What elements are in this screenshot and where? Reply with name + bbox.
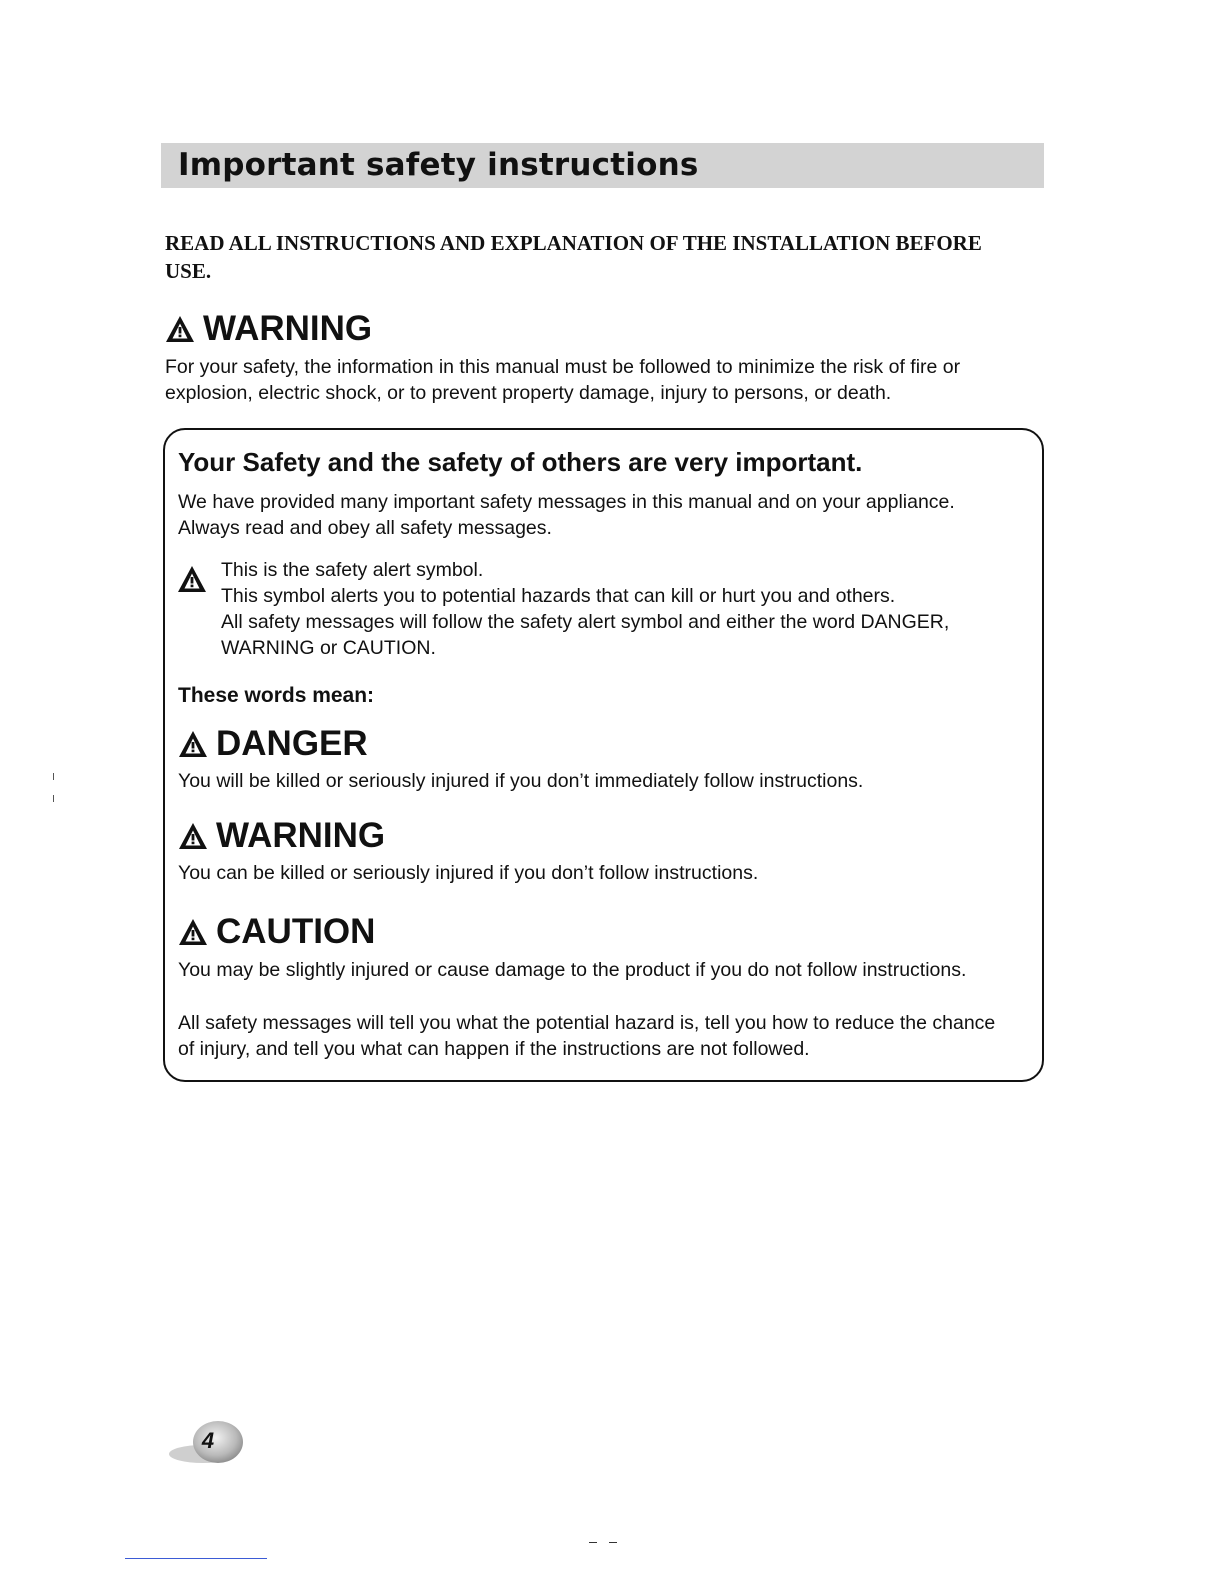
caution-heading: [178, 912, 375, 952]
danger-label: DANGER: [216, 724, 368, 763]
danger-heading: [178, 724, 368, 764]
safety-alert-icon: [177, 565, 207, 593]
warning-heading: [178, 816, 385, 856]
symbol-line-2: This symbol alerts you to potential hazards that can kill or hurt you and others.: [221, 585, 896, 607]
warning-label: WARNING: [203, 309, 373, 348]
read-all-notice: READ ALL INSTRUCTIONS AND EXPLANATION OF THE INSTALLATION BEFORE USE.: [165, 231, 982, 283]
symbol-line-3: All safety messages will follow the safety alert symbol and either the word DANGER,: [221, 611, 950, 633]
safety-alert-icon: [178, 918, 208, 946]
warning-text-line-2: explosion, electric shock, or to prevent property damage, injury to persons, or death.: [165, 382, 892, 404]
footer-mark: [609, 1542, 617, 1543]
danger-text: You will be killed or seriously injured if you don’t immediately follow instructions.: [178, 770, 864, 792]
caution-text: You may be slightly injured or cause damage to the product if you do not follow instructions.: [178, 959, 967, 981]
warning-text: You can be killed or seriously injured if you don’t follow instructions.: [178, 862, 759, 884]
closing-line-1: All safety messages will tell you what the potential hazard is, tell you how to reduce the chance: [178, 1012, 996, 1034]
page-number: 4: [201, 1428, 215, 1453]
symbol-line-1: This is the safety alert symbol.: [221, 559, 484, 581]
caution-label: CAUTION: [216, 912, 376, 951]
footer-mark: [589, 1542, 597, 1543]
warning-heading-top: [165, 309, 372, 349]
margin-mark: [53, 773, 54, 780]
safety-alert-icon: [165, 315, 195, 343]
box-intro-line-1: We have provided many important safety messages in this manual and on your appliance.: [178, 491, 955, 513]
box-intro-line-2: Always read and obey all safety messages.: [178, 517, 552, 539]
warning-text-line-1: For your safety, the information in this manual must be followed to minimize the risk of fire or: [165, 356, 961, 378]
safety-alert-icon: [178, 730, 208, 758]
safety-alert-icon: [178, 822, 208, 850]
footer-underline: [125, 1558, 267, 1559]
page-title: Important safety instructions: [178, 147, 699, 183]
warning-label: WARNING: [216, 816, 386, 855]
words-mean-heading: These words mean:: [178, 684, 375, 707]
box-title: Your Safety and the safety of others are very important.: [178, 447, 863, 477]
closing-line-2: of injury, and tell you what can happen if the instructions are not followed.: [178, 1038, 810, 1060]
symbol-line-4: WARNING or CAUTION.: [221, 637, 436, 659]
title-bar: [161, 143, 1044, 188]
margin-mark: [53, 795, 54, 802]
